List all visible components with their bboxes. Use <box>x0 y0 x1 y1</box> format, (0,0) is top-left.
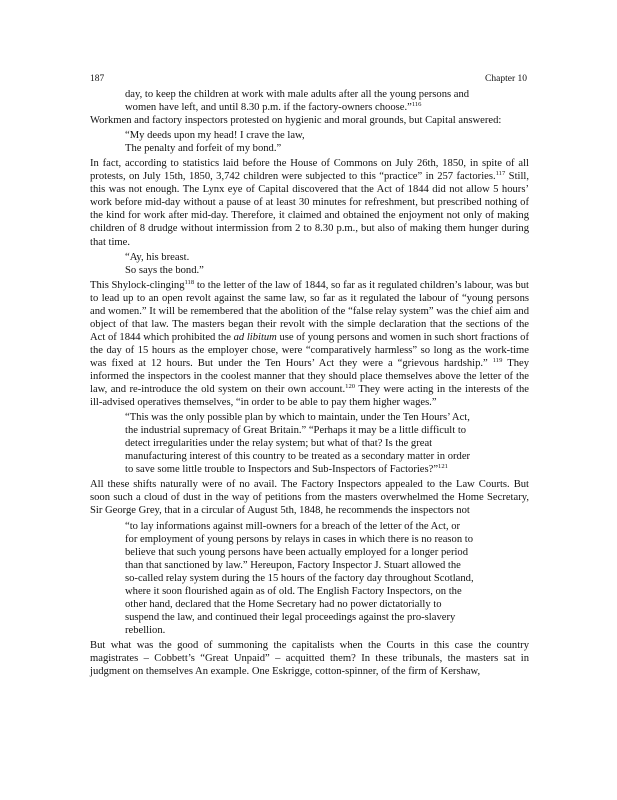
page-header <box>90 73 527 85</box>
paragraph: In fact, according to statistics laid before the House of Commons on July 26th, 1850, in spite of all protests, on July 15th, 1850, 3,742 children were subjected to this “practice” in 257 factories.$^{117}$ Still, this was not enough. The Lynx eye of Capital discovered that the Act of 1844 did not allow 5 hours’ work before mid-day without a pause of at least 30 minutes for refreshment, but prescribed nothing of the kind for work after mid-day. Therefore, it claimed and obtained the enjoyment not only of making children of 8 drudge without intermission from 2 to 8.30 p.m., but also of making them hunger during that time. <box>90 158 529 248</box>
quote-line: day, to keep the children at work with male adults after all the young persons and <box>125 89 470 100</box>
page-number: 187 <box>90 74 105 84</box>
document-body <box>90 88 529 678</box>
footnote-ref: 120 <box>345 383 356 391</box>
quote-line: “My deeds upon my head! I crave the law, <box>125 130 305 142</box>
paragraph: Workmen and factory inspectors protested on hygienic and moral grounds, but Capital answered: <box>90 115 502 127</box>
quote-line: the industrial supremacy of Great Britain.” “Perhaps it may be a little difficult to <box>125 425 467 437</box>
paragraph: All these shifts naturally were of no avail. The Factory Inspectors appealed to the Law Courts. But soon such a cloud of dust in the way of petitions from the masters overwhelmed the Home Secretary, Sir George Grey, that in a circular of August 5th, 1848, he recommends the inspectors not <box>90 479 529 517</box>
quote-line: suspend the law, and continued their legal proceedings against the pro-slavery <box>125 611 456 623</box>
chapter-label: Chapter 10 <box>485 74 527 84</box>
block-quote <box>125 129 529 155</box>
quote-line: women have left, and until 8.30 p.m. if the factory-owners choose.”$^{116}$ <box>125 101 422 114</box>
quote-line: The penalty and forfeit of my bond.” <box>125 143 282 155</box>
quote-line: where it soon flourished again as of old. The English Factory Inspectors, on the <box>125 585 462 597</box>
paragraph: But what was the good of summoning the capitalists when the Courts in this case the country magistrates – Cobbett’s “Great Unpaid” – acquitted them? In these tribunals, the masters sat in judgment on themselves An example. One Eskrigge, cotton-spinner, of the firm of Kershaw, <box>90 639 529 678</box>
quote-line: So says the bond.” <box>125 264 204 276</box>
quote-line: manufacturing interest of this country to be treated as a secondary matter in order <box>125 451 471 463</box>
paragraph: This Shylock-clinging$^{118}$ to the letter of the law of 1844, so far as it regulated children’s labour, was but to lead up to an open revolt against the same law, so far as it regulated the labour of “young persons and women.” It will be remembered that the abolition of the “false relay system” was the chief aim and object of that law. The masters began their revolt with the simple declaration that the sections of the Act of 1844 which prohibited the ad libitum use of young persons and women in such short fractions of the day of 15 hours as the employer chose, were “comparatively harmless” so long as the work-time was fixed at 12 hours. But under the Ten Hours’ Act they were a “grievous hardship.” $^{119}$ They informed the inspectors in the coolest manner that they should place themselves above the letter of the law, and re-introduce the old system on their own account.$^{120}$ They were acting in the interests of the ill-advised operatives themselves, “in order to be able to pay them higher wages.” <box>90 278 530 409</box>
block-quote <box>125 251 529 277</box>
italic-text: ad libitum <box>233 331 277 343</box>
quote-line: “Ay, his breast. <box>125 251 190 263</box>
quote-line: than that sanctioned by law.” Hereupon, Factory Inspector J. Stuart allowed the <box>125 559 461 571</box>
quote-line: detect irregularities under the relay system; but what of that? Is the great <box>125 438 433 450</box>
block-quote <box>125 88 529 114</box>
quote-line: “This was the only possible plan by which to maintain, under the Ten Hours’ Act, <box>125 412 470 424</box>
footnote-ref: 116 <box>411 101 422 109</box>
quote-line: other hand, declared that the Home Secretary had no power dictatorially to <box>125 598 442 610</box>
quote-line: for employment of young persons by relays in cases in which there is no reason to <box>125 533 474 545</box>
quote-line: rebellion. <box>125 624 166 636</box>
block-quote <box>125 411 529 476</box>
quote-line: “to lay informations against mill-owners for a breach of the letter of the Act, or <box>125 520 461 532</box>
block-quote <box>125 520 529 637</box>
quote-line: believe that such young persons have been actually employed for a longer period <box>125 546 469 558</box>
quote-line: to save some little trouble to Inspectors and Sub-Inspectors of Factories?”$^{121}$ <box>125 463 448 476</box>
footnote-ref: 121 <box>438 463 448 471</box>
footnote-ref: 117 <box>495 170 506 178</box>
footnote-ref: 118 <box>184 278 195 286</box>
footnote-ref: 119 <box>492 356 503 364</box>
quote-line: so-called relay system during the 15 hours of the factory day throughout Scotland, <box>125 572 474 584</box>
